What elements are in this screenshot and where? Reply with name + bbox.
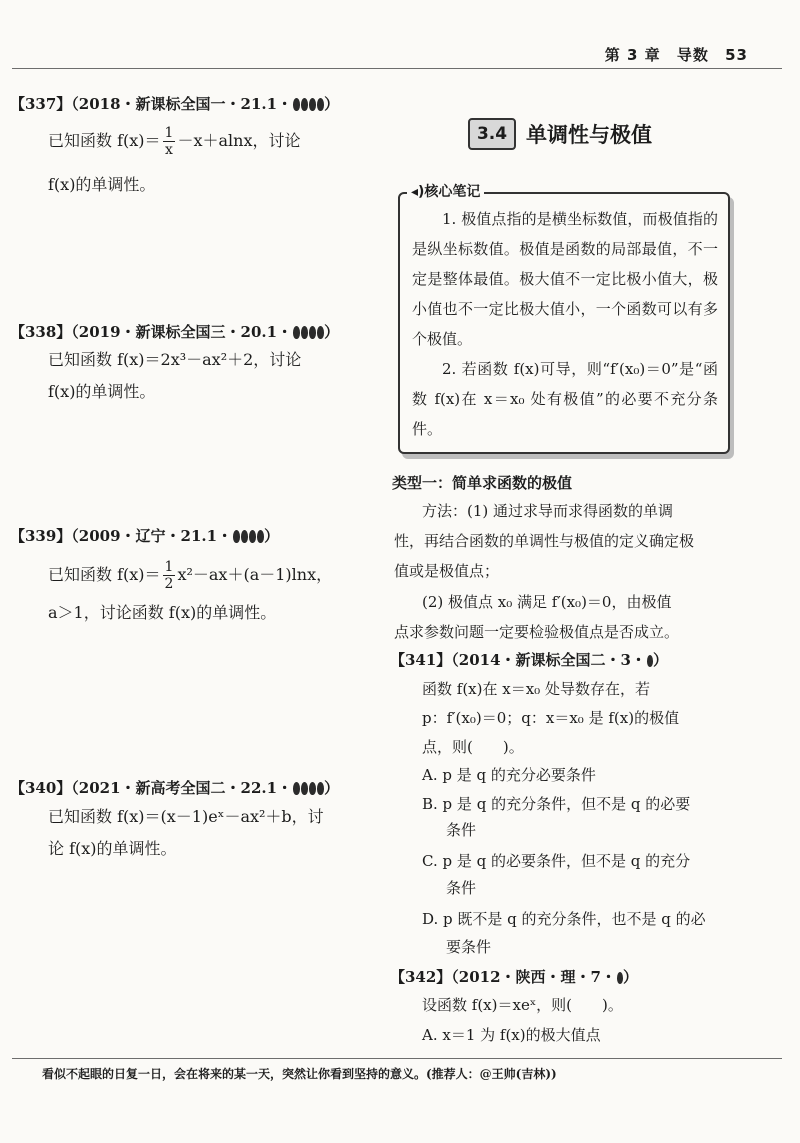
method-line: (2) 极值点 x₀ 满足 f′(x₀)＝0，由极值 xyxy=(422,593,672,611)
problem-339-heading: 【339】（2009・辽宁・21.1・ ） xyxy=(10,527,280,545)
method-line: 方法：(1) 通过求导而求得函数的单调 xyxy=(422,502,674,520)
problem-337-line2: f(x)的单调性。 xyxy=(48,175,156,194)
difficulty-icon xyxy=(309,782,316,795)
option-a: A. x＝1 为 f(x)的极大值点 xyxy=(422,1026,601,1044)
footer-divider xyxy=(12,1058,782,1059)
option-c-cont: 条件 xyxy=(446,879,477,897)
section-title: 单调性与极值 xyxy=(526,123,652,147)
page-header xyxy=(605,44,748,65)
problem-342-heading: 【342】（2012・陕西・理・7・ ） xyxy=(390,968,639,986)
option-b: B. p 是 q 的充分条件，但不是 q 的必要 xyxy=(422,795,691,813)
fraction: $\frac{1}{x}$ xyxy=(164,125,174,158)
problem-337-line1: 已知函数 f(x)＝ $\frac{1}{x}$ －x＋alnx，讨论 xyxy=(48,125,301,158)
difficulty-icon xyxy=(241,530,248,543)
problem-339-line2: a＞1，讨论函数 f(x)的单调性。 xyxy=(48,603,277,622)
difficulty-icon xyxy=(293,326,300,339)
problem-341-line2: p：f′(x₀)＝0；q：x＝x₀ 是 f(x)的极值 xyxy=(422,709,680,727)
method-line: 值或是极值点； xyxy=(394,562,500,580)
problem-338-line1: 已知函数 f(x)＝2x³－ax²＋2，讨论 xyxy=(48,350,302,369)
difficulty-icon xyxy=(293,782,300,795)
type-1-title: 类型一：简单求函数的极值 xyxy=(392,474,573,492)
option-b-cont: 条件 xyxy=(446,821,477,839)
page-number: 53 xyxy=(725,46,748,64)
difficulty-icon xyxy=(301,326,308,339)
method-line: 性，再结合函数的单调性与极值的定义确定极 xyxy=(394,532,695,550)
option-a: A. p 是 q 的充分必要条件 xyxy=(422,766,596,784)
section-number-badge: 3.4 xyxy=(468,118,516,150)
problem-341-line1: 函数 f(x)在 x＝x₀ 处导数存在，若 xyxy=(422,680,650,698)
difficulty-icon xyxy=(233,530,240,543)
core-note-text xyxy=(412,204,718,444)
problem-340-line1: 已知函数 f(x)＝(x－1)eˣ－ax²＋b，讨 xyxy=(48,807,324,826)
method-line: 点求参数问题一定要检验极值点是否成立。 xyxy=(394,623,680,641)
problem-337-heading: 【337】（2018・新课标全国一・21.1・ ） xyxy=(10,95,340,113)
problem-339-line1: 已知函数 f(x)＝ $\frac{1}{2}$ x²－ax＋(a－1)lnx， xyxy=(48,559,333,592)
difficulty-icon xyxy=(309,98,316,111)
core-note-label: ◂)核心笔记 xyxy=(407,181,484,201)
chapter-name: 导数 xyxy=(676,46,709,64)
fraction: $\frac{1}{2}$ xyxy=(164,559,174,592)
problem-340-line2: 论 f(x)的单调性。 xyxy=(48,839,177,858)
core-note-point-2: 2. 若函数 f(x)可导，则“f′(x₀)＝0”是“函数 f(x)在 x＝x₀ 处有极值”的必要不充分条件。 xyxy=(412,360,718,438)
problem-338-line2: f(x)的单调性。 xyxy=(48,382,156,401)
option-d: D. p 既不是 q 的充分条件，也不是 q 的必 xyxy=(422,910,706,928)
header-divider xyxy=(12,68,782,69)
problem-340-heading: 【340】（2021・新高考全国二・22.1・ ） xyxy=(10,779,340,797)
option-d-cont: 要条件 xyxy=(446,938,492,956)
problem-342-line1: 设函数 f(x)＝xeˣ，则( )。 xyxy=(422,996,623,1014)
footer-quote: 看似不起眼的日复一日，会在将来的某一天，突然让你看到坚持的意义。(推荐人：@王帅(吉林)) xyxy=(42,1067,557,1081)
problem-338-heading: 【338】（2019・新课标全国三・20.1・ ） xyxy=(10,323,340,341)
difficulty-icon xyxy=(301,782,308,795)
chapter-label: 第 3 章 xyxy=(604,46,661,64)
difficulty-icon xyxy=(301,98,308,111)
difficulty-icon xyxy=(309,326,316,339)
option-c: C. p 是 q 的必要条件，但不是 q 的充分 xyxy=(422,852,691,870)
difficulty-icon xyxy=(293,98,300,111)
core-note-point-1: 1. 极值点指的是横坐标数值，而极值指的是纵坐标数值。极值是函数的局部最值，不一定是整体最值。极大值不一定比极小值大，极小值也不一定比极大值小，一个函数可以有多个极值。 xyxy=(412,210,718,348)
difficulty-icon xyxy=(249,530,256,543)
problem-341-line3: 点，则( )。 xyxy=(422,738,524,756)
problem-341-heading: 【341】（2014・新课标全国二・3・ ） xyxy=(390,651,669,669)
